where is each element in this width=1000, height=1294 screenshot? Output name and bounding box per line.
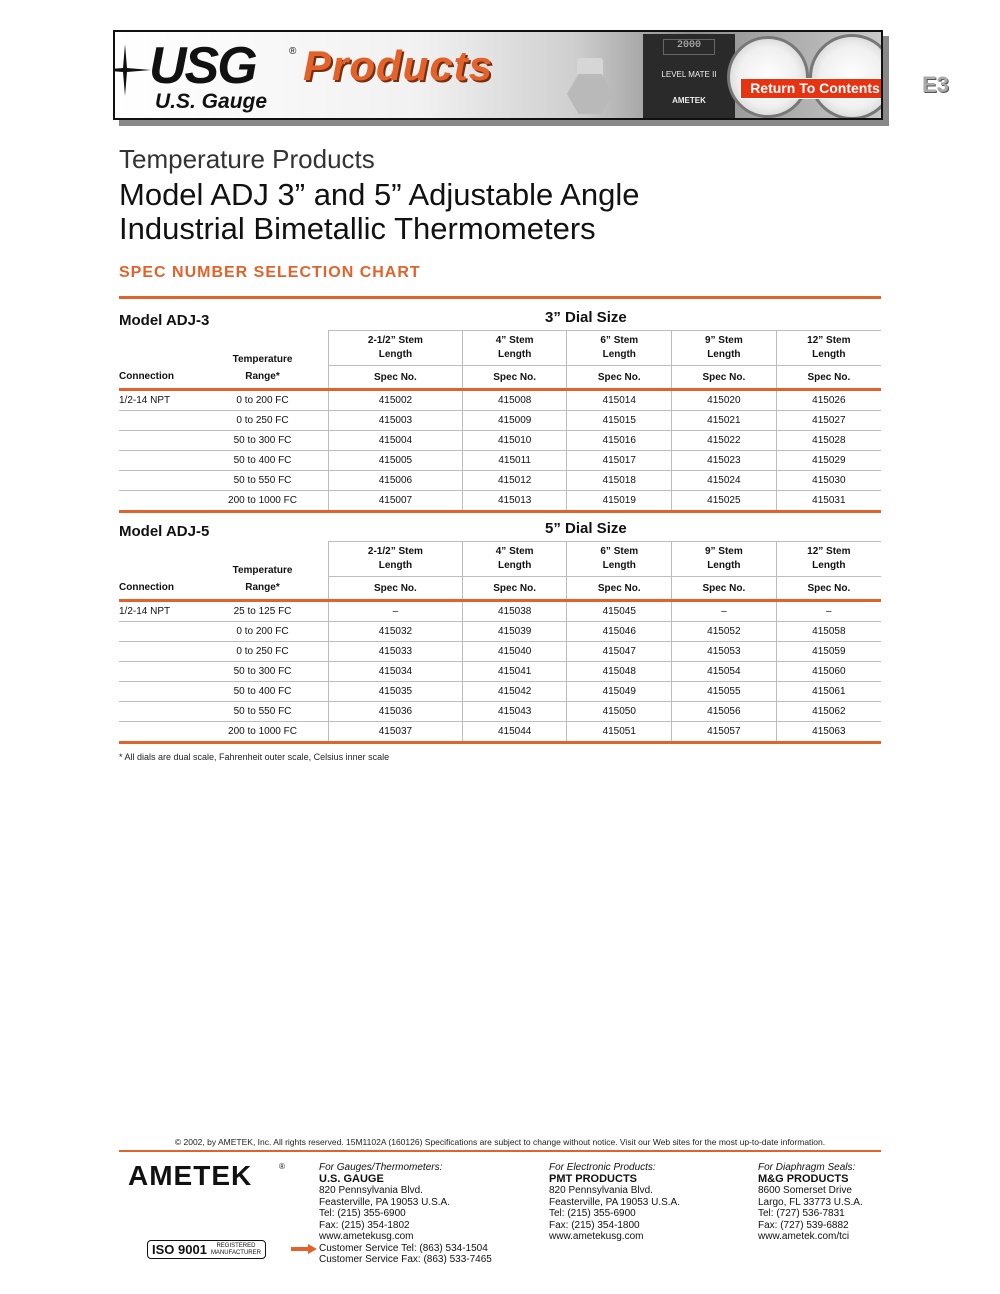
spec-no-cell: 415016 xyxy=(567,431,672,451)
page-code: E3 xyxy=(922,72,949,97)
stem-header: 4” Stem Length xyxy=(462,331,567,366)
range-cell: 0 to 250 FC xyxy=(197,411,329,431)
spec-no-cell: 415039 xyxy=(462,622,567,642)
connection-cell xyxy=(119,471,197,491)
range-header: Range* xyxy=(197,366,329,390)
spec-no-cell: 415023 xyxy=(672,451,777,471)
stem-header: 2-1/2” Stem Length xyxy=(329,331,463,366)
stem-header: 6” Stem Length xyxy=(567,542,672,577)
connection-cell xyxy=(119,622,197,642)
ametek-logo: AMETEK xyxy=(128,1160,253,1191)
range-cell: 25 to 125 FC xyxy=(197,601,329,622)
level-mate-brand: AMETEK xyxy=(672,96,706,105)
address-label: For Gauges/Thermometers: xyxy=(319,1162,443,1173)
stem-header: 12” Stem Length xyxy=(776,542,881,577)
iso-label: ISO 9001 xyxy=(152,1242,207,1257)
page-title xyxy=(119,178,819,246)
spec-no-header: Spec No. xyxy=(329,366,463,390)
products-wordmark: Products xyxy=(303,42,494,89)
iso-sub-label: REGISTERED MANUFACTURER xyxy=(210,1242,261,1256)
connection-cell xyxy=(119,431,197,451)
range-cell: 0 to 200 FC xyxy=(197,390,329,411)
range-cell: 50 to 550 FC xyxy=(197,471,329,491)
spec-no-cell: 415002 xyxy=(329,390,463,411)
spec-no-cell: 415056 xyxy=(672,702,777,722)
spec-no-cell: 415009 xyxy=(462,411,567,431)
spec-no-cell: 415036 xyxy=(329,702,463,722)
footnote: * All dials are dual scale, Fahrenheit outer scale, Celsius inner scale xyxy=(119,752,390,762)
level-lcd: 2000 xyxy=(663,39,715,55)
spec-no-cell: 415050 xyxy=(567,702,672,722)
table-row xyxy=(119,471,881,491)
address-line: Largo, FL 33773 U.S.A. xyxy=(758,1196,863,1208)
spec-no-cell: 415017 xyxy=(567,451,672,471)
address-mg-products xyxy=(758,1162,863,1243)
stem-header: 9” Stem Length xyxy=(672,331,777,366)
spec-no-cell: 415060 xyxy=(776,662,881,682)
spec-no-cell: 415025 xyxy=(672,491,777,512)
fitting-image xyxy=(567,74,613,114)
spec-no-cell: 415062 xyxy=(776,702,881,722)
spec-no-cell: 415059 xyxy=(776,642,881,662)
range-cell: 50 to 550 FC xyxy=(197,702,329,722)
table1-dial-title: 3” Dial Size xyxy=(545,309,627,326)
stem-header: 12” Stem Length xyxy=(776,331,881,366)
spec-no-cell: 415049 xyxy=(567,682,672,702)
connection-cell xyxy=(119,642,197,662)
usg-logo: USG xyxy=(149,37,256,95)
spec-no-cell: 415043 xyxy=(462,702,567,722)
spec-no-cell: 415015 xyxy=(567,411,672,431)
chart-subtitle: SPEC NUMBER SELECTION CHART xyxy=(119,264,421,281)
connection-cell xyxy=(119,702,197,722)
spec-no-cell: 415031 xyxy=(776,491,881,512)
spec-no-cell: 415022 xyxy=(672,431,777,451)
spec-no-cell: 415021 xyxy=(672,411,777,431)
table2-model-title: Model ADJ-5 xyxy=(119,523,210,540)
address-line: Customer Service Tel: (863) 534-1504 xyxy=(319,1242,488,1254)
page-title-line1: Model ADJ 3” and 5” Adjustable Angle xyxy=(119,177,640,212)
address-company: M&G PRODUCTS xyxy=(758,1172,849,1185)
spec-no-cell: 415030 xyxy=(776,471,881,491)
spec-no-cell: 415020 xyxy=(672,390,777,411)
spec-no-cell: 415063 xyxy=(776,722,881,743)
section-title: Temperature Products xyxy=(119,144,375,174)
spec-no-cell: 415032 xyxy=(329,622,463,642)
spec-no-cell: – xyxy=(329,601,463,622)
gauge-image-2 xyxy=(809,34,883,120)
connection-cell xyxy=(119,722,197,743)
spec-no-cell: 415055 xyxy=(672,682,777,702)
spec-no-cell: 415011 xyxy=(462,451,567,471)
spec-no-header: Spec No. xyxy=(462,577,567,601)
arrow-right-icon xyxy=(291,1244,317,1254)
stem-header: 2-1/2” Stem Length xyxy=(329,542,463,577)
table-row xyxy=(119,662,881,682)
address-line: Tel: (727) 536-7831 xyxy=(758,1208,845,1219)
table-row xyxy=(119,622,881,642)
spec-no-cell: 415033 xyxy=(329,642,463,662)
return-to-contents-button[interactable]: Return To Contents xyxy=(740,78,883,99)
spec-no-cell: 415024 xyxy=(672,471,777,491)
address-line: Feasterville, PA 19053 U.S.A. xyxy=(319,1196,450,1208)
spec-no-cell: 415051 xyxy=(567,722,672,743)
table-row xyxy=(119,451,881,471)
spec-no-cell: 415007 xyxy=(329,491,463,512)
level-mate-image xyxy=(643,34,735,120)
spec-no-cell: 415052 xyxy=(672,622,777,642)
stem-header: 4” Stem Length xyxy=(462,542,567,577)
range-cell: 50 to 400 FC xyxy=(197,451,329,471)
range-header: Range* xyxy=(197,577,329,601)
spec-table-adj5 xyxy=(119,541,881,744)
spec-no-header: Spec No. xyxy=(462,366,567,390)
address-company: PMT PRODUCTS xyxy=(549,1172,637,1185)
address-pmt-products xyxy=(549,1162,680,1243)
spec-no-cell: 415026 xyxy=(776,390,881,411)
spec-no-cell: 415013 xyxy=(462,491,567,512)
table-row xyxy=(119,491,881,512)
address-us-gauge xyxy=(319,1162,492,1266)
table-row xyxy=(119,682,881,702)
spec-no-header: Spec No. xyxy=(672,577,777,601)
title-divider xyxy=(119,296,881,299)
spec-no-cell: 415061 xyxy=(776,682,881,702)
spec-no-header: Spec No. xyxy=(776,577,881,601)
address-line: Fax: (215) 354-1802 xyxy=(319,1219,410,1231)
spec-no-cell: 415040 xyxy=(462,642,567,662)
table-row xyxy=(119,431,881,451)
spec-no-cell: 415028 xyxy=(776,431,881,451)
connection-cell xyxy=(119,682,197,702)
connection-cell xyxy=(119,662,197,682)
spec-no-cell: 415005 xyxy=(329,451,463,471)
level-mate-label: LEVEL MATE II xyxy=(661,70,717,79)
address-line: Tel: (215) 355-6900 xyxy=(549,1208,636,1219)
address-line: 8600 Somerset Drive xyxy=(758,1185,852,1196)
address-line: Feasterville, PA 19053 U.S.A. xyxy=(549,1196,680,1208)
page-title-line2: Industrial Bimetallic Thermometers xyxy=(119,211,596,246)
usg-registered-mark: ® xyxy=(289,46,297,57)
spec-no-header: Spec No. xyxy=(329,577,463,601)
footer-divider xyxy=(119,1150,881,1152)
table-row xyxy=(119,642,881,662)
address-label: For Electronic Products: xyxy=(549,1162,656,1173)
table1-model-title: Model ADJ-3 xyxy=(119,312,210,329)
range-cell: 50 to 300 FC xyxy=(197,662,329,682)
spec-no-cell: 415058 xyxy=(776,622,881,642)
connection-cell xyxy=(119,411,197,431)
connection-header: Connection xyxy=(119,366,197,390)
spec-no-header: Spec No. xyxy=(776,366,881,390)
spec-no-cell: 415042 xyxy=(462,682,567,702)
spec-no-cell: 415038 xyxy=(462,601,567,622)
address-line: Fax: (215) 354-1800 xyxy=(549,1219,640,1231)
header-banner xyxy=(113,30,888,125)
spec-no-cell: – xyxy=(672,601,777,622)
website-link[interactable]: www.ametek.com/tci xyxy=(758,1231,850,1242)
spec-no-cell: 415053 xyxy=(672,642,777,662)
spec-no-cell: 415044 xyxy=(462,722,567,743)
spec-no-cell: 415004 xyxy=(329,431,463,451)
spec-no-cell: 415003 xyxy=(329,411,463,431)
address-company: U.S. GAUGE xyxy=(319,1172,384,1185)
stem-header: 9” Stem Length xyxy=(672,542,777,577)
connection-header: Connection xyxy=(119,577,197,601)
spec-no-cell: 415010 xyxy=(462,431,567,451)
table-row xyxy=(119,390,881,411)
spec-no-cell: 415045 xyxy=(567,601,672,622)
table-row xyxy=(119,722,881,743)
copyright-notice: © 2002, by AMETEK, Inc. All rights reserved. 15M1102A (160126) Specifications are subject to change without notice. Visit our Web sites for the most up-to-date information. xyxy=(174,1137,826,1147)
spec-no-cell: 415006 xyxy=(329,471,463,491)
table-row xyxy=(119,601,881,622)
table-row xyxy=(119,411,881,431)
range-cell: 0 to 200 FC xyxy=(197,622,329,642)
spec-no-cell: 415037 xyxy=(329,722,463,743)
spec-no-cell: 415035 xyxy=(329,682,463,702)
spec-no-cell: 415041 xyxy=(462,662,567,682)
range-cell: 0 to 250 FC xyxy=(197,642,329,662)
address-label: For Diaphragm Seals: xyxy=(758,1162,856,1173)
address-line: 820 Pennsylvania Blvd. xyxy=(549,1185,653,1196)
connection-cell xyxy=(119,491,197,512)
header-spacer xyxy=(119,331,197,366)
spec-no-header: Spec No. xyxy=(672,366,777,390)
range-header-top: Temperature xyxy=(232,564,293,576)
range-cell: 200 to 1000 FC xyxy=(197,722,329,743)
banner-frame xyxy=(113,30,883,120)
range-cell: 200 to 1000 FC xyxy=(197,491,329,512)
table2-body xyxy=(119,601,881,743)
usg-logo-subtitle: U.S. Gauge xyxy=(155,90,268,113)
website-link[interactable]: www.ametekusg.com xyxy=(319,1231,414,1242)
spec-no-cell: 415048 xyxy=(567,662,672,682)
spec-no-cell: – xyxy=(776,601,881,622)
address-line: Customer Service Fax: (863) 533-7465 xyxy=(319,1254,492,1265)
spec-no-cell: 415046 xyxy=(567,622,672,642)
spec-no-cell: 415057 xyxy=(672,722,777,743)
spec-no-cell: 415034 xyxy=(329,662,463,682)
sparkle-icon xyxy=(113,44,151,96)
spec-table-adj3 xyxy=(119,330,881,513)
spec-no-cell: 415047 xyxy=(567,642,672,662)
spec-no-cell: 415014 xyxy=(567,390,672,411)
address-line: Fax: (727) 539-6882 xyxy=(758,1219,849,1231)
range-header-top: Temperature xyxy=(232,353,293,365)
table1-body xyxy=(119,390,881,512)
table2-dial-title: 5” Dial Size xyxy=(545,520,627,537)
spec-no-cell: 415012 xyxy=(462,471,567,491)
spec-no-cell: 415008 xyxy=(462,390,567,411)
spec-no-header: Spec No. xyxy=(567,366,672,390)
stem-header: 6” Stem Length xyxy=(567,331,672,366)
connection-cell: 1/2-14 NPT xyxy=(119,601,197,622)
website-link[interactable]: www.ametekusg.com xyxy=(549,1231,644,1242)
spec-no-cell: 415019 xyxy=(567,491,672,512)
ametek-registered-mark: ® xyxy=(279,1162,285,1171)
range-cell: 50 to 400 FC xyxy=(197,682,329,702)
range-cell: 50 to 300 FC xyxy=(197,431,329,451)
spec-no-cell: 415018 xyxy=(567,471,672,491)
spec-no-header: Spec No. xyxy=(567,577,672,601)
header-spacer xyxy=(119,542,197,577)
connection-cell: 1/2-14 NPT xyxy=(119,390,197,411)
address-line: 820 Pennsylvania Blvd. xyxy=(319,1185,423,1196)
gauge-image-1 xyxy=(727,36,809,118)
spec-no-cell: 415029 xyxy=(776,451,881,471)
table-row xyxy=(119,702,881,722)
address-line: Tel: (215) 355-6900 xyxy=(319,1208,406,1219)
iso-badge xyxy=(147,1240,266,1259)
spec-no-cell: 415027 xyxy=(776,411,881,431)
spec-no-cell: 415054 xyxy=(672,662,777,682)
connection-cell xyxy=(119,451,197,471)
